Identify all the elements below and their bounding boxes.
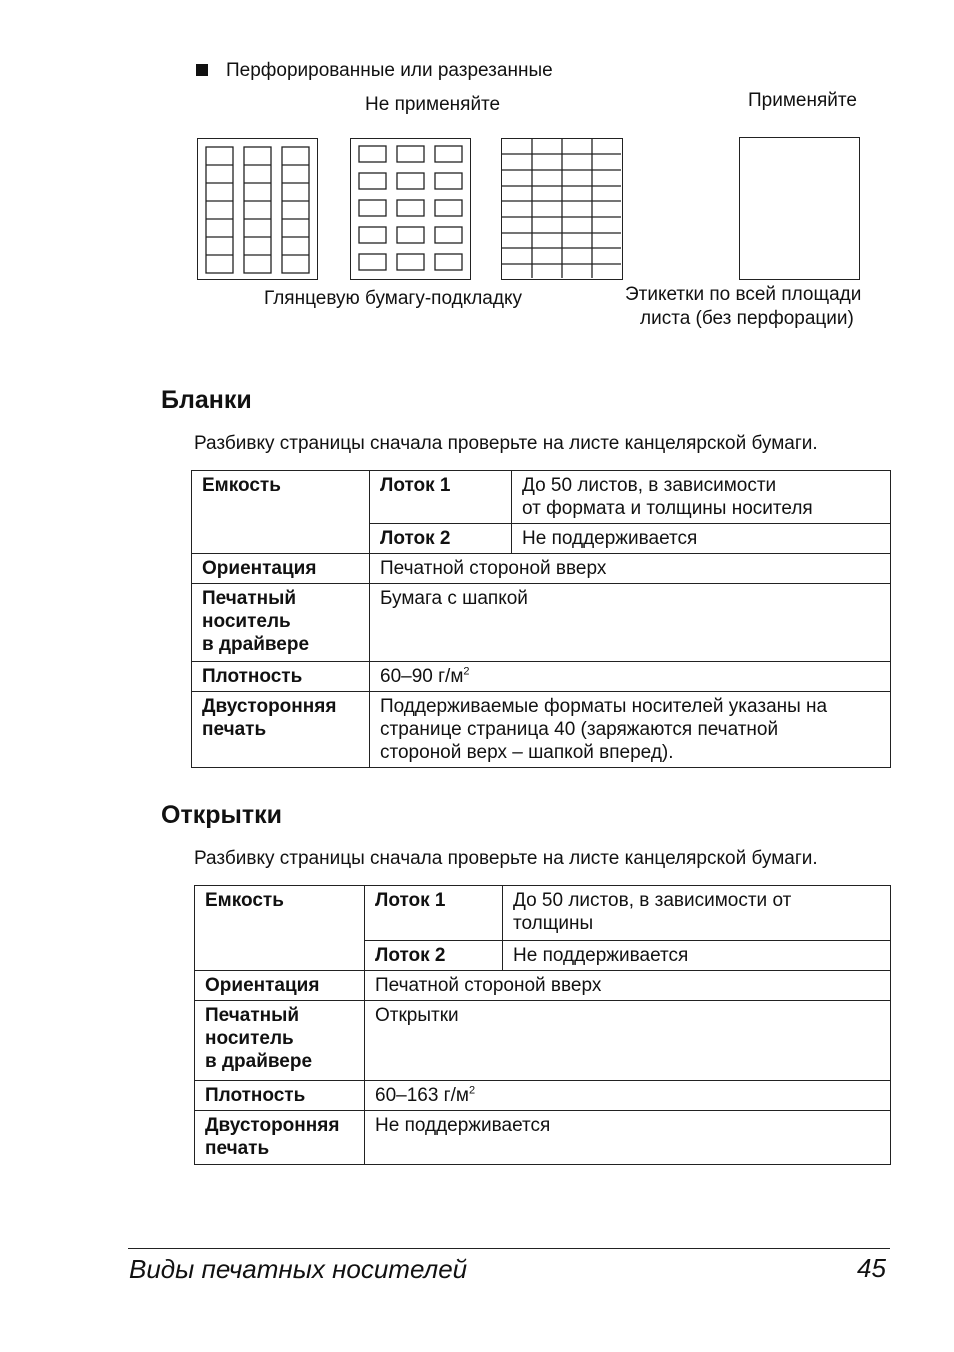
media-label-line3: в драйвере [202, 634, 310, 655]
pc-capacity-label: Емкость [195, 886, 365, 971]
glossy-backing-caption: Глянцевую бумагу-подкладку [264, 288, 522, 309]
duplex-label-line1: Двусторонняя [202, 696, 337, 717]
pc-tray1-value-line2: толщины [513, 913, 594, 934]
full-sheet-label [739, 137, 860, 280]
pc-tray1-value-line1: До 50 листов, в зависимости от [513, 890, 792, 911]
footer-title: Виды печатных носителей [129, 1254, 468, 1284]
letterhead-heading: Бланки [161, 386, 252, 414]
weight-superscript: 2 [463, 665, 470, 678]
use-label: Применяйте [748, 90, 857, 111]
pc-media-label [195, 1001, 365, 1081]
perforated-labels-sheet-3 [501, 138, 623, 280]
media-value: Бумага с шапкой [370, 584, 891, 662]
tray2-value: Не поддерживается [512, 524, 891, 554]
letterhead-spec-table [191, 470, 891, 768]
pc-duplex-label-line2: печать [205, 1138, 270, 1159]
media-label-line1: Печатный [202, 588, 297, 609]
pc-tray1-value [503, 886, 891, 941]
pc-duplex-value: Не поддерживается [365, 1111, 891, 1165]
pc-orientation-value: Печатной стороной вверх [365, 971, 891, 1001]
media-label-line2: носитель [202, 611, 291, 632]
perforated-labels-sheet-2 [350, 138, 471, 280]
dont-use-label: Не применяйте [365, 94, 501, 115]
pc-orientation-label: Ориентация [195, 971, 365, 1001]
tray1-value [512, 471, 891, 524]
page-number: 45 [857, 1253, 886, 1283]
tray2-label: Лоток 2 [370, 524, 512, 554]
bullet-text: Перфорированные или разрезанные [226, 60, 553, 81]
perforated-labels-sheet-1 [197, 138, 318, 280]
orientation-label: Ориентация [192, 554, 370, 584]
full-sheet-caption-line2: листа (без перфорации) [640, 308, 854, 329]
postcards-intro: Разбивку страницы сначала проверьте на листе канцелярской бумаги. [194, 848, 818, 869]
pc-media-label-line3: в драйвере [205, 1051, 313, 1072]
capacity-label: Емкость [192, 471, 370, 554]
letterhead-intro: Разбивку страницы сначала проверьте на листе канцелярской бумаги. [194, 433, 818, 454]
weight-label: Плотность [192, 662, 370, 692]
duplex-value [370, 692, 891, 768]
pc-media-value: Открытки [365, 1001, 891, 1081]
pc-media-label-line1: Печатный [205, 1005, 300, 1026]
pc-tray2-label: Лоток 2 [365, 941, 503, 971]
tray1-value-line2: от формата и толщины носителя [522, 498, 813, 519]
pc-media-label-line2: носитель [205, 1028, 294, 1049]
pc-duplex-label [195, 1111, 365, 1165]
postcards-spec-table [194, 885, 891, 1165]
bullet-square-icon [196, 64, 208, 76]
tray1-label: Лоток 1 [370, 471, 512, 524]
duplex-value-line1: Поддерживаемые форматы носителей указаны на [380, 696, 828, 717]
full-sheet-caption-line1: Этикетки по всей площади [625, 284, 862, 305]
media-label [192, 584, 370, 662]
pc-duplex-label-line1: Двусторонняя [205, 1115, 340, 1136]
orientation-value: Печатной стороной вверх [370, 554, 891, 584]
pc-weight-value-text: 60–163 г/м [375, 1085, 469, 1106]
weight-value [370, 662, 891, 692]
pc-weight-superscript: 2 [468, 1084, 476, 1097]
pc-weight-value [365, 1081, 891, 1111]
duplex-value-line2: странице страница 40 (заряжаются печатной [380, 719, 779, 740]
pc-tray2-value: Не поддерживается [503, 941, 891, 971]
pc-weight-label: Плотность [195, 1081, 365, 1111]
tray1-value-line1: До 50 листов, в зависимости [522, 475, 777, 496]
footer-rule [128, 1248, 890, 1249]
duplex-value-line3: стороной верх – шапкой вперед). [380, 742, 674, 763]
weight-value-text: 60–90 г/м [380, 666, 464, 687]
pc-tray1-label: Лоток 1 [365, 886, 503, 941]
duplex-label [192, 692, 370, 768]
duplex-label-line2: печать [202, 719, 267, 740]
postcards-heading: Открытки [161, 801, 282, 829]
